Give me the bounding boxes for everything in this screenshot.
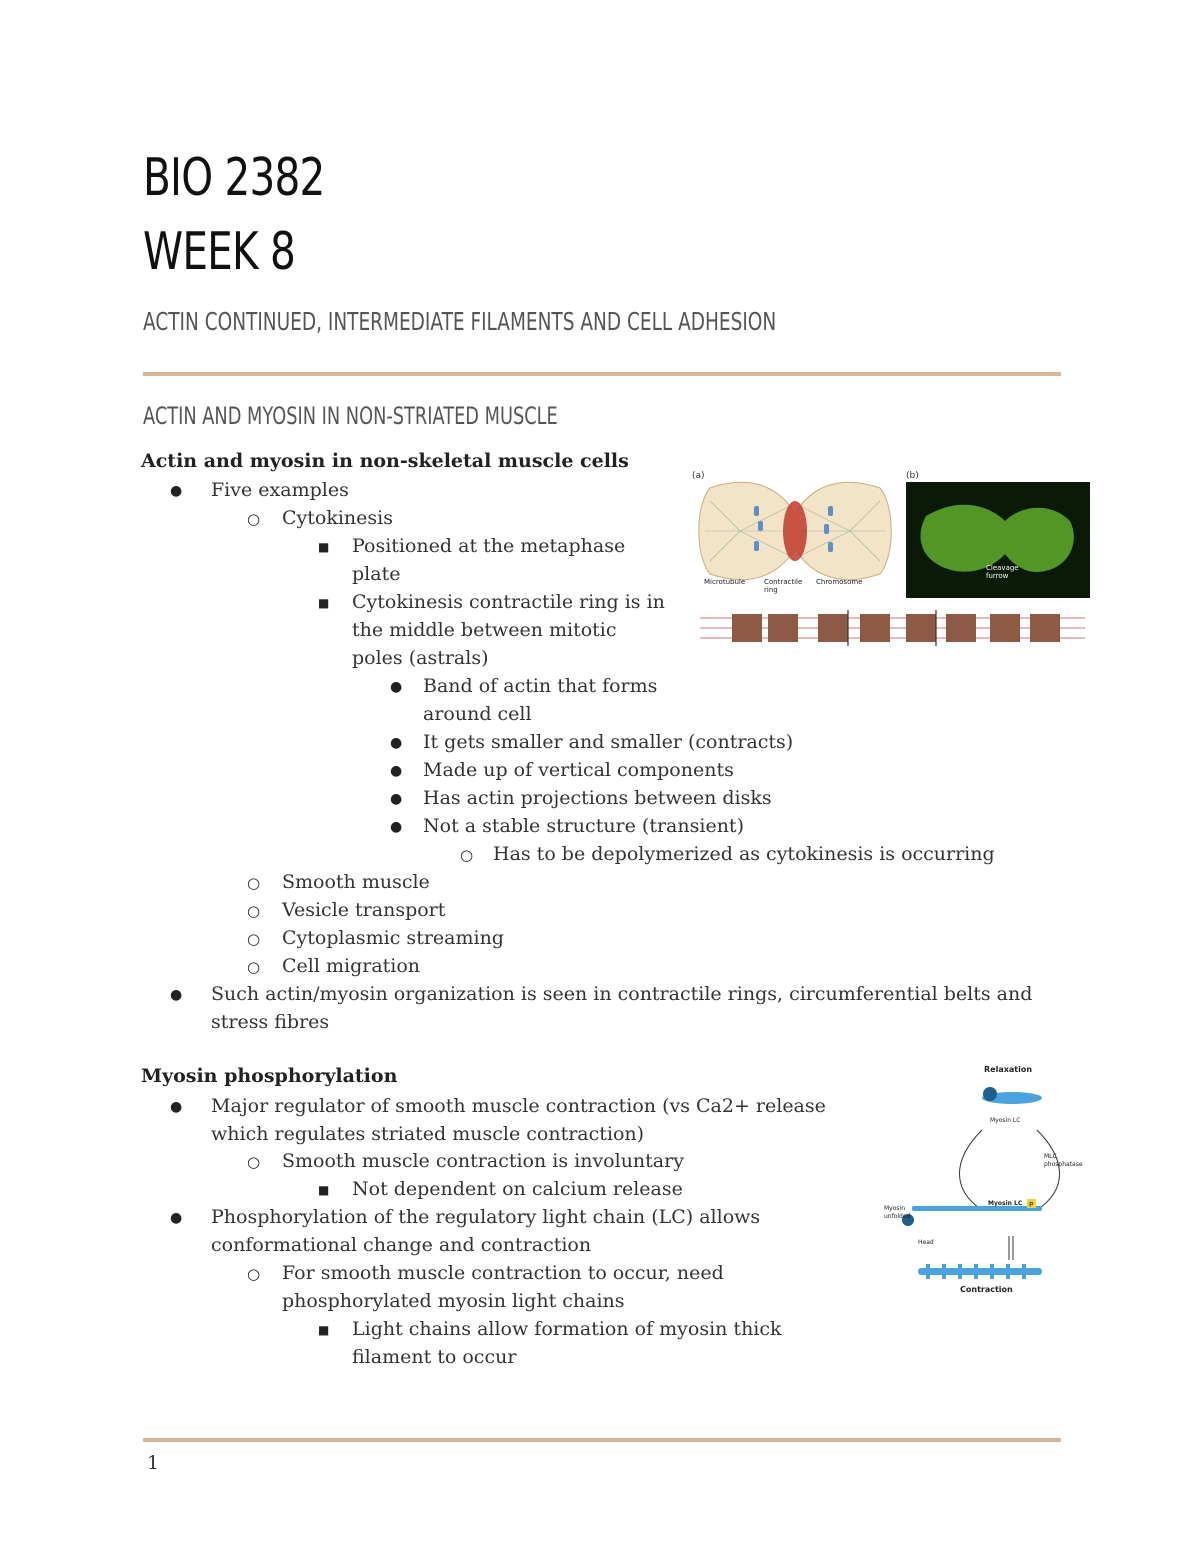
- bullet-icon: [460, 841, 473, 870]
- cleavage-furrow-label: Cleavage: [986, 564, 1019, 572]
- bullet-icon: [247, 1148, 260, 1177]
- bullet-icon: [170, 1093, 182, 1121]
- bullet-icon: [390, 729, 402, 757]
- list-item: Cytoplasmic streaming: [282, 927, 504, 949]
- thick-filament: [918, 1264, 1042, 1279]
- cytokinesis-figure: [690, 466, 1092, 662]
- list-item: Not dependent on calcium release: [352, 1178, 683, 1200]
- bullet-icon: [390, 785, 402, 813]
- relaxation-label: Relaxation: [984, 1065, 1033, 1074]
- myosin-lc-label: Myosin LC: [990, 1117, 1021, 1124]
- bullet-icon: [247, 1260, 260, 1289]
- list-item: Has actin projections between disks: [423, 787, 772, 809]
- list-item: It gets smaller and smaller (contracts): [423, 731, 794, 753]
- list-item: Five examples: [211, 479, 349, 501]
- panel-b-label: (b): [906, 471, 919, 481]
- course-title: BIO 2382: [143, 148, 325, 208]
- bullet-icon: [170, 1204, 182, 1232]
- bullet-icon: [170, 477, 182, 505]
- list-item: Positioned at the metaphase: [352, 535, 626, 557]
- head-label: Head: [918, 1239, 934, 1246]
- myosin-lc-p-label: Myosin LC: [988, 1200, 1023, 1207]
- list-item: around cell: [423, 703, 532, 725]
- list-item: Major regulator of smooth muscle contraction (vs Ca2+ release: [211, 1095, 826, 1117]
- microtubule-label: Microtubule: [704, 578, 746, 586]
- mlc-phosphatase-label-2: phosphatase: [1044, 1161, 1083, 1168]
- section-title: ACTIN AND MYOSIN IN NON-STRIATED MUSCLE: [143, 402, 558, 430]
- list-item: poles (astrals): [352, 647, 489, 669]
- bullet-icon: [390, 757, 402, 785]
- bullet-icon: [390, 813, 402, 841]
- list-item: Smooth muscle contraction is involuntary: [282, 1150, 684, 1172]
- list-item: phosphorylated myosin light chains: [282, 1290, 625, 1312]
- list-item: Phosphorylation of the regulatory light chain (LC) allows: [211, 1206, 761, 1228]
- list-item: which regulates striated muscle contraction): [211, 1123, 645, 1145]
- contraction-label: Contraction: [960, 1285, 1013, 1294]
- bottom-divider: [143, 1438, 1061, 1442]
- bullet-icon: [247, 953, 260, 982]
- bullet-icon: [247, 925, 260, 954]
- phosphate-badge-label: P: [1029, 1201, 1034, 1209]
- list-item: filament to occur: [352, 1346, 517, 1368]
- list-item: plate: [352, 563, 401, 585]
- page-number: 1: [147, 1452, 160, 1474]
- chromosome-label: Chromosome: [816, 578, 863, 586]
- list-item: Band of actin that forms: [423, 675, 658, 697]
- sarcomere-strip: [700, 610, 1085, 646]
- list-item: stress fibres: [211, 1011, 330, 1033]
- list-item: Cytokinesis contractile ring is in: [352, 591, 665, 613]
- list-item: For smooth muscle contraction to occur, need: [282, 1262, 724, 1284]
- list-item: conformational change and contraction: [211, 1234, 592, 1256]
- top-divider: [143, 372, 1061, 376]
- cycle-arrow-right: [1037, 1130, 1060, 1210]
- list-item: Made up of vertical components: [423, 759, 734, 781]
- list-item: Light chains allow formation of myosin thick: [352, 1318, 782, 1340]
- list-item: the middle between mitotic: [352, 619, 617, 641]
- bullet-icon: [247, 869, 260, 898]
- heading-non-skeletal: Actin and myosin in non-skeletal muscle cells: [141, 450, 629, 472]
- list-item: Smooth muscle: [282, 871, 430, 893]
- unfolded-myosin: [902, 1206, 1042, 1226]
- cleavage-furrow-label-2: furrow: [986, 572, 1009, 580]
- list-item: Cytokinesis: [282, 507, 393, 529]
- page-subtitle: ACTIN CONTINUED, INTERMEDIATE FILAMENTS AND CELL ADHESION: [143, 307, 777, 336]
- bullet-icon: [247, 897, 260, 926]
- contractile-ring: [783, 501, 807, 561]
- list-item: Has to be depolymerized as cytokinesis is occurring: [493, 843, 995, 865]
- myosin-unfolded-label: Myosin: [884, 1205, 905, 1212]
- cycle-arrow-left: [960, 1130, 983, 1210]
- list-item: Vesicle transport: [282, 899, 446, 921]
- week-title: WEEK 8: [143, 222, 295, 282]
- panel-a-label: (a): [692, 471, 705, 481]
- contractile-ring-label: Contractile: [764, 578, 803, 586]
- bullet-icon: [318, 1176, 329, 1204]
- bullet-icon: [318, 533, 329, 561]
- bullet-icon: [247, 505, 260, 534]
- mlc-phosphatase-label: MLC: [1044, 1153, 1057, 1160]
- myosin-unfolded-label-2: unfolded: [884, 1213, 911, 1220]
- myosin-phosphorylation-figure: [872, 1060, 1090, 1306]
- bullet-icon: [318, 1316, 329, 1344]
- heading-myosin-phosphorylation: Myosin phosphorylation: [141, 1065, 398, 1087]
- bullet-icon: [318, 589, 329, 617]
- folded-myosin: [982, 1087, 1042, 1104]
- contractile-ring-label-2: ring: [764, 586, 778, 594]
- list-item: Cell migration: [282, 955, 421, 977]
- list-item: Such actin/myosin organization is seen in contractile rings, circumferential belts and: [211, 983, 1033, 1005]
- bullet-icon: [170, 981, 182, 1009]
- list-item: Not a stable structure (transient): [423, 815, 744, 837]
- bullet-icon: [390, 673, 402, 701]
